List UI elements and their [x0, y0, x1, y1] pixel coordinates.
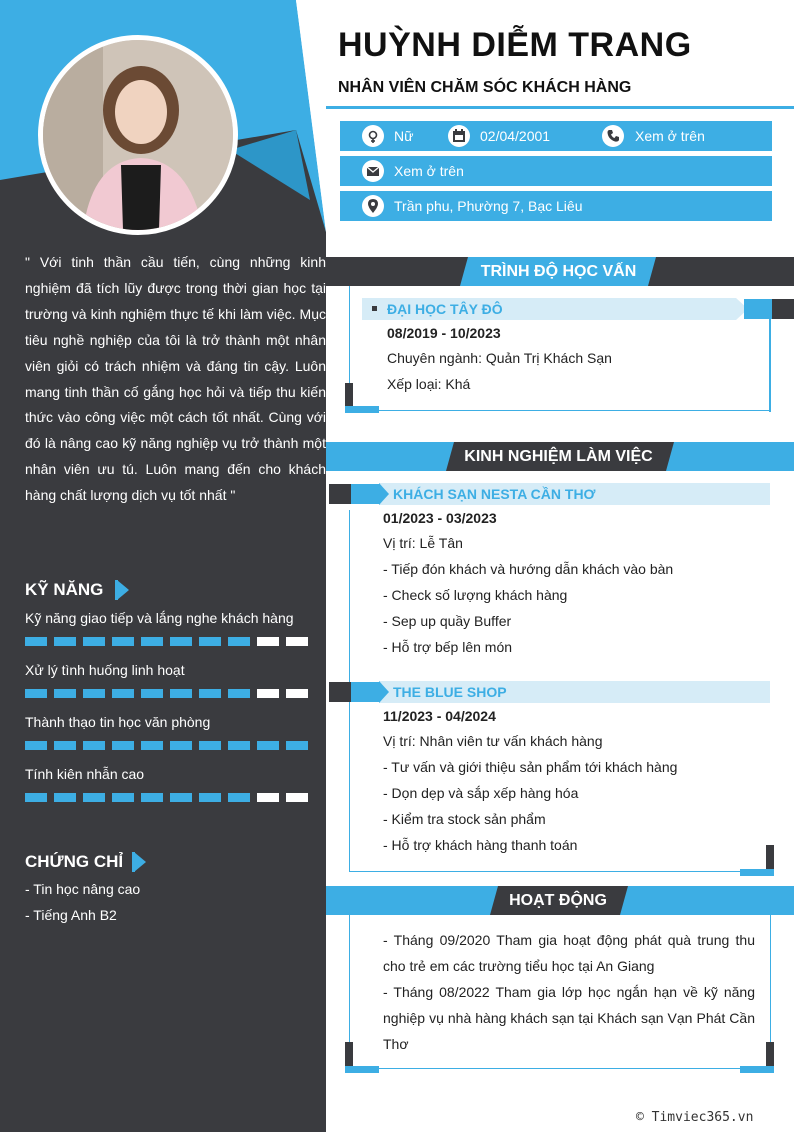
- frame-edge: [349, 871, 766, 872]
- gender-icon: [362, 125, 384, 147]
- skill-segment: [54, 689, 76, 698]
- skill-segment: [141, 689, 163, 698]
- skill-name: Kỹ năng giao tiếp và lắng nghe khách hàng: [25, 610, 294, 626]
- skill-segment: [141, 741, 163, 750]
- skill-segment: [286, 793, 308, 802]
- activity-item: - Tháng 08/2022 Tham gia lớp học ngắn hạn về kỹ năng nghiệp vụ nhà hàng khách sạn tại Khách sạn Vạn Phát Cần Thơ: [383, 984, 755, 1052]
- certificate-item: - Tin học nâng cao: [25, 881, 141, 897]
- skill-segment: [228, 637, 250, 646]
- skill-segment: [141, 793, 163, 802]
- frame-corner: [740, 1066, 774, 1073]
- skill-segment: [25, 793, 47, 802]
- arrow-icon: [132, 852, 146, 872]
- skill-bar: [25, 637, 315, 647]
- location-icon: [362, 195, 384, 217]
- calendar-icon: [448, 125, 470, 147]
- activity-item: - Tháng 09/2020 Tham gia hoạt động phát quà trung thu cho trẻ em các trường tiểu học tại An Giang: [383, 932, 755, 974]
- skill-bar: [25, 689, 315, 699]
- skill-segment: [199, 741, 221, 750]
- frame-corner: [329, 484, 351, 504]
- frame-corner: [740, 869, 774, 876]
- job-role: Vị trí: Lễ Tân: [383, 535, 463, 551]
- skill-segment: [83, 637, 105, 646]
- experience-band: [326, 442, 794, 471]
- certificates-title: CHỨNG CHỈ: [25, 852, 123, 872]
- school-name: ĐẠI HỌC TÂY ĐÔ: [387, 301, 503, 317]
- skill-segment: [83, 741, 105, 750]
- frame-edge: [769, 318, 771, 412]
- skill-name: Xử lý tình huống linh hoạt: [25, 662, 185, 678]
- job-period: 01/2023 - 03/2023: [383, 510, 497, 526]
- phone-value: Xem ở trên: [635, 128, 705, 144]
- avatar: [38, 35, 238, 235]
- job-role: Vị trí: Nhân viên tư vấn khách hàng: [383, 733, 603, 749]
- skill-bar: [25, 793, 315, 803]
- contact-row: [340, 156, 772, 186]
- company-name: THE BLUE SHOP: [393, 684, 507, 700]
- skill-segment: [170, 741, 192, 750]
- education-title: TRÌNH ĐỘ HỌC VẤN: [480, 263, 637, 280]
- phone-icon: [602, 125, 624, 147]
- contact-row: [340, 191, 772, 221]
- frame-corner: [329, 682, 351, 702]
- experience-title: KINH NGHIỆM LÀM VIỆC: [464, 448, 653, 465]
- frame-corner: [744, 299, 774, 319]
- skill-name: Thành thạo tin học văn phòng: [25, 714, 211, 730]
- skill-segment: [112, 793, 134, 802]
- education-band: [326, 257, 794, 286]
- frame-corner: [351, 682, 379, 702]
- skill-segment: [141, 637, 163, 646]
- skill-segment: [54, 793, 76, 802]
- divider: [326, 106, 794, 109]
- email-value: Xem ở trên: [394, 163, 464, 179]
- footer-credit: © Timviec365.vn: [636, 1110, 754, 1125]
- skill-segment: [170, 793, 192, 802]
- arrow-icon: [115, 580, 129, 600]
- job-task: - Tư vấn và giới thiệu sản phẩm tới khách hàng: [383, 759, 678, 775]
- education-major: Chuyên ngành: Quản Trị Khách Sạn: [387, 350, 612, 366]
- skill-segment: [228, 793, 250, 802]
- job-task: - Dọn dẹp và sắp xếp hàng hóa: [383, 785, 579, 801]
- skill-segment: [54, 741, 76, 750]
- skill-segment: [257, 741, 279, 750]
- skill-segment: [112, 741, 134, 750]
- skill-segment: [83, 689, 105, 698]
- company-name: KHÁCH SẠN NESTA CẦN THƠ: [393, 486, 596, 502]
- job-task: - Hỗ trợ khách hàng thanh toán: [383, 837, 578, 853]
- skill-segment: [170, 637, 192, 646]
- skill-segment: [257, 637, 279, 646]
- skill-segment: [25, 741, 47, 750]
- skill-segment: [25, 637, 47, 646]
- skill-segment: [112, 637, 134, 646]
- skill-segment: [25, 689, 47, 698]
- education-rank: Xếp loại: Khá: [387, 376, 471, 392]
- skill-segment: [228, 689, 250, 698]
- skill-segment: [112, 689, 134, 698]
- mail-icon: [362, 160, 384, 182]
- skill-segment: [83, 793, 105, 802]
- bullet-icon: [372, 306, 377, 311]
- skill-segment: [286, 689, 308, 698]
- frame-corner: [772, 299, 794, 319]
- skill-segment: [257, 689, 279, 698]
- job-task: - Check số lượng khách hàng: [383, 587, 568, 603]
- skill-segment: [170, 689, 192, 698]
- frame-corner: [345, 406, 379, 413]
- skill-name: Tính kiên nhẫn cao: [25, 766, 145, 782]
- skill-segment: [257, 793, 279, 802]
- job-task: - Kiểm tra stock sản phẩm: [383, 811, 546, 827]
- job-period: 11/2023 - 04/2024: [383, 708, 496, 724]
- skill-bar: [25, 741, 315, 751]
- frame-corner: [345, 1066, 379, 1073]
- gender-value: Nữ: [394, 128, 414, 144]
- career-objective: " Với tinh thần cầu tiến, cùng những kinh nghiệm đã tích lũy được trong thời gian học tại trường và kinh nghiệm thực tế khi làm việc. Mục tiêu nghề nghiệp của tôi là trở thành một nhân viên giỏi có trách nhiệm và đáng tin cậy. Luôn mang tinh thần cố gắng học hỏi và tiếp thu kiến thức vào công việc một cách tốt nhất. Cùng với đó là nâng cao kỹ năng nghiệp vụ trở thành một nhân viên ưu tú. Luôn mang đến cho khách hàng chất lượng dịch vụ tốt nhất ": [25, 254, 326, 504]
- skill-segment: [199, 689, 221, 698]
- birthdate-value: 02/04/2001: [480, 128, 551, 144]
- job-task: - Hỗ trợ bếp lên món: [383, 639, 513, 655]
- skill-segment: [286, 741, 308, 750]
- frame-corner: [351, 484, 379, 504]
- frame-corner: [345, 1042, 353, 1066]
- skill-segment: [54, 637, 76, 646]
- frame-corner: [345, 383, 353, 407]
- skill-segment: [199, 793, 221, 802]
- skills-title: KỸ NĂNG: [25, 580, 103, 600]
- skill-segment: [228, 741, 250, 750]
- activities-band: [326, 886, 794, 915]
- job-title: NHÂN VIÊN CHĂM SÓC KHÁCH HÀNG: [338, 79, 632, 96]
- address-value: Trần phu, Phường 7, Bạc Liêu: [394, 198, 583, 214]
- activities-title: HOẠT ĐỘNG: [509, 892, 607, 909]
- skill-segment: [286, 637, 308, 646]
- certificate-item: - Tiếng Anh B2: [25, 907, 117, 923]
- contact-row: [340, 121, 772, 151]
- education-period: 08/2019 - 10/2023: [387, 325, 501, 341]
- skill-segment: [199, 637, 221, 646]
- job-task: - Tiếp đón khách và hướng dẫn khách vào bàn: [383, 561, 674, 577]
- candidate-name: HUỲNH DIỄM TRANG: [338, 26, 692, 64]
- job-task: - Sep up quầy Buffer: [383, 613, 512, 629]
